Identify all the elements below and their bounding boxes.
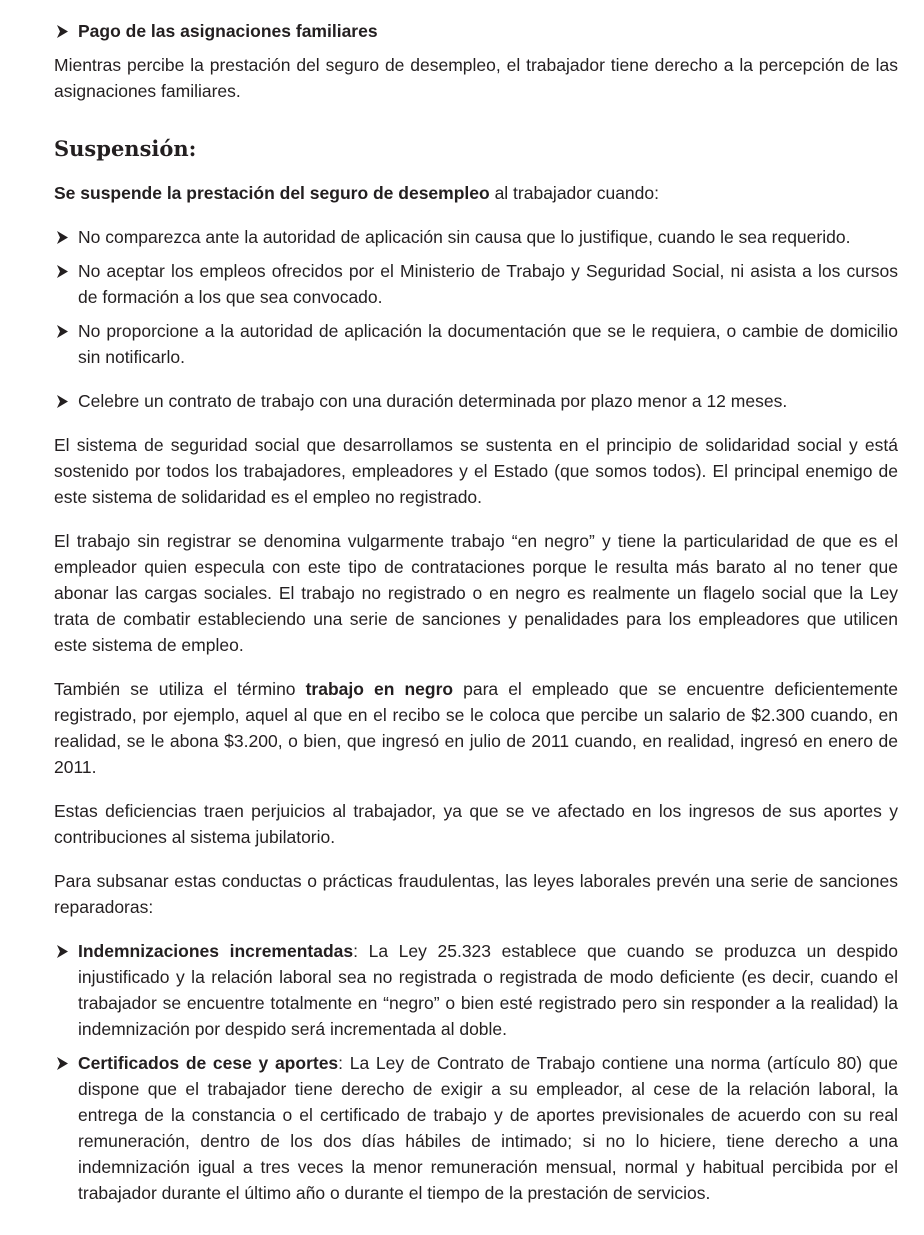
suspension-intro-bold: Se suspende la prestación del seguro de desempleo (54, 183, 490, 203)
paragraph-deficiente (54, 676, 898, 780)
suspension-item (54, 224, 898, 250)
p3-bold: trabajo en negro (305, 679, 454, 699)
arrow-bullet-icon (56, 325, 68, 338)
suspension-intro (54, 180, 898, 206)
asignaciones-title: Pago de las asignaciones familiares (78, 21, 378, 41)
asignaciones-text: Mientras percibe la prestación del seguro de desempleo, el trabajador tiene derecho a la percepción de las asignaciones familiares. (54, 55, 898, 101)
sancion-text: : La Ley de Contrato de Trabajo contiene una norma (artículo 80) que dispone que el trabajador tiene derecho de exigir a su empleador, al cese de la relación laboral, la entrega de la constancia o el certificado de trabajo y de aportes previsionales de acuerdo con su real remuneración, dentro de los dos días hábiles de intimado; si no lo hiciere, tiene derecho a una indemnización igual a tres veces la menor remuneración mensual, normal y habitual percibida por el trabajador durante el último año o durante el tiempo de la prestación de servicios. (78, 1053, 898, 1203)
sancion-item (54, 1050, 898, 1206)
arrow-bullet-icon (56, 25, 68, 38)
arrow-bullet-icon (56, 395, 68, 408)
suspension-intro-rest: al trabajador cuando: (489, 183, 659, 203)
suspension-item (54, 388, 898, 414)
arrow-bullet-icon (56, 1057, 68, 1070)
arrow-bullet-icon (56, 231, 68, 244)
suspension-item-text: Celebre un contrato de trabajo con una duración determinada por plazo menor a 12 meses. (78, 391, 788, 411)
suspension-item (54, 258, 898, 310)
suspension-item (54, 318, 898, 370)
sancion-title: Indemnizaciones incrementadas (78, 941, 354, 961)
paragraph-trabajo-negro: El trabajo sin registrar se denomina vulgarmente trabajo “en negro” y tiene la particularidad de que es el empleador quien especula con este tipo de contrataciones porque le resulta más barato al no tener que abonar las cargas sociales. El trabajo no registrado o en negro es realmente un flagelo social que la Ley trata de combatir estableciendo una serie de sanciones y penalidades para los empleadores que utilicen este sistema de empleo. (54, 531, 898, 655)
paragraph-perjuicios: Estas deficiencias traen perjuicios al trabajador, ya que se ve afectado en los ingresos de sus aportes y contribuciones al sistema jubilatorio. (54, 801, 898, 847)
suspension-item-text: No proporcione a la autoridad de aplicación la documentación que se le requiera, o cambie de domicilio sin notificarlo. (78, 321, 898, 367)
suspension-item-text: No comparezca ante la autoridad de aplicación sin causa que lo justifique, cuando le sea requerido. (78, 227, 851, 247)
sancion-text: : La Ley 25.323 establece que cuando se produzca un despido injustificado y la relación laboral sea no registrada o registrada de modo deficiente (es decir, cuando el trabajador se encuentre totalmente en “negro” o bien esté registrado pero sin responder a la realidad) la indemnización por despido será incrementada al doble. (78, 941, 898, 1039)
paragraph-solidaridad: El sistema de seguridad social que desarrollamos se sustenta en el principio de solidaridad social y está sostenido por todos los trabajadores, empleadores y el Estado (que somos todos). El principal enemigo de este sistema de solidaridad es el empleo no registrado. (54, 435, 898, 507)
arrow-bullet-icon (56, 945, 68, 958)
paragraph-sanciones-intro: Para subsanar estas conductas o prácticas fraudulentas, las leyes laborales prevén una serie de sanciones reparadoras: (54, 871, 898, 917)
section-title: Suspensión: (54, 136, 197, 161)
p3-start: También se utiliza el término (54, 679, 306, 699)
asignaciones-heading (54, 18, 898, 44)
arrow-bullet-icon (56, 265, 68, 278)
sancion-item (54, 938, 898, 1042)
p3-end: para el empleado que se encuentre deficientemente registrado, por ejemplo, aquel al que en el recibo se le coloca que percibe un salario de $2.300 cuando, en realidad, se le abona $3.200, o bien, que ingresó en julio de 2011 cuando, en realidad, ingresó en enero de 2011. (54, 679, 898, 777)
sancion-title: Certificados de cese y aportes (78, 1053, 339, 1073)
suspension-item-text: No aceptar los empleos ofrecidos por el Ministerio de Trabajo y Seguridad Social, ni asista a los cursos de formación a los que sea convocado. (78, 261, 898, 307)
